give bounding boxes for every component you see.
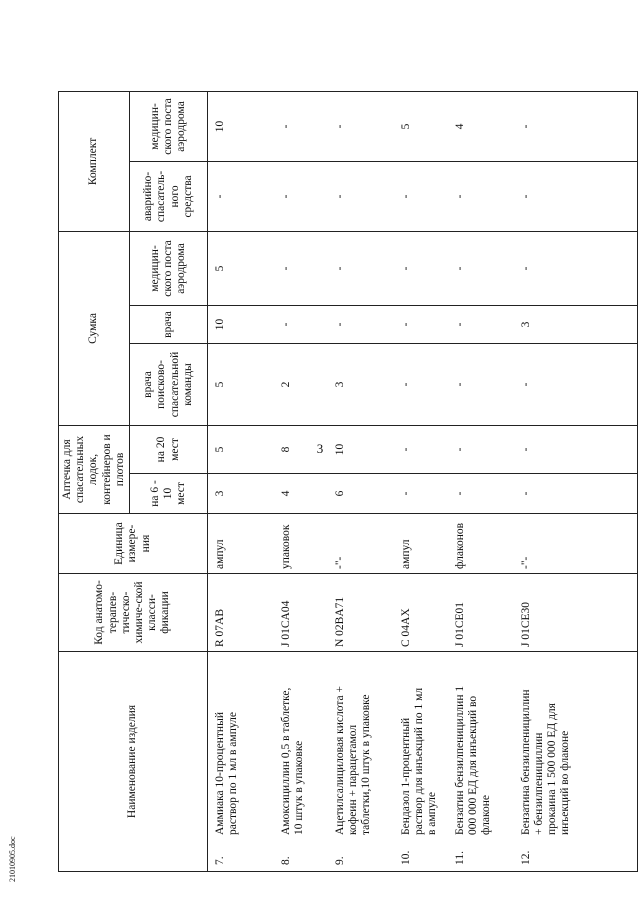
- set-medpost-cell: -: [514, 91, 638, 161]
- code-cell: C 04AX: [394, 574, 448, 652]
- set-emergency-cell: -: [328, 161, 394, 231]
- header-set-emergency: аварийно-спасатель-ного средства: [130, 161, 208, 231]
- name-cell: [274, 652, 328, 872]
- header-kit-6-10: на 6 - 10 мест: [130, 474, 208, 514]
- document-code: 21010905.doc: [8, 836, 17, 882]
- set-emergency-cell: -: [514, 161, 638, 231]
- kit-20-cell: 10: [328, 425, 394, 473]
- row-number: 8.: [279, 856, 292, 865]
- item-name: Ацетилсалициловая кислота + кофеин + парацетамол таблетки,10 штук в упаковке: [333, 686, 373, 835]
- set-emergency-cell: -: [448, 161, 514, 231]
- bag-medpost-cell: -: [274, 231, 328, 305]
- item-name: Бензатина бензилпенициллин + бензилпенициллин прокаина 1 500 000 ЕД для инъекций во флаконе: [519, 689, 572, 835]
- kit-20-cell: -: [448, 425, 514, 473]
- kit-20-cell: 5: [208, 425, 274, 473]
- table-row: [394, 31, 448, 871]
- kit-6-10-cell: 3: [208, 474, 274, 514]
- header-name: Наименование изделия: [59, 652, 208, 872]
- header-bag-group: Сумка: [59, 231, 130, 425]
- kit-20-cell: -: [394, 425, 448, 473]
- kit-6-10-cell: -: [514, 474, 638, 514]
- unit-cell: ампул: [208, 514, 274, 574]
- header-bag-medpost: медицин-ского поста аэродрома: [130, 231, 208, 305]
- set-medpost-cell: 5: [394, 91, 448, 161]
- code-cell: J 01CE01: [448, 574, 514, 652]
- bag-rescue-cell: 3: [328, 343, 394, 425]
- row-number: 12.: [519, 850, 532, 865]
- header-code: Код анатомо-терапев-тическо-химиче-ской класси-фикации: [59, 574, 208, 652]
- kit-6-10-cell: 4: [274, 474, 328, 514]
- bag-doctor-cell: 10: [208, 305, 274, 343]
- page-number: 3: [316, 441, 324, 456]
- unit-cell: флаконов: [448, 514, 514, 574]
- unit-cell: ампул: [394, 514, 448, 574]
- set-medpost-cell: -: [328, 91, 394, 161]
- unit-cell: упаковок: [274, 514, 328, 574]
- bag-medpost-cell: -: [514, 231, 638, 305]
- kit-20-cell: 8: [274, 425, 328, 473]
- table-row: [448, 31, 514, 871]
- bag-doctor-cell: -: [274, 305, 328, 343]
- table-row: [514, 31, 638, 871]
- header-set-group: Комплект: [59, 91, 130, 231]
- name-cell: [328, 652, 394, 872]
- bag-rescue-cell: -: [448, 343, 514, 425]
- bag-medpost-cell: 5: [208, 231, 274, 305]
- code-cell: J 01CE30: [514, 574, 638, 652]
- bag-medpost-cell: -: [448, 231, 514, 305]
- kit-6-10-cell: -: [394, 474, 448, 514]
- bag-doctor-cell: -: [328, 305, 394, 343]
- name-cell: [394, 652, 448, 872]
- kit-20-cell: -: [514, 425, 638, 473]
- medical-kit-table: [58, 31, 638, 872]
- code-cell: J 01CA04: [274, 574, 328, 652]
- bag-rescue-cell: 2: [274, 343, 328, 425]
- set-medpost-cell: 10: [208, 91, 274, 161]
- header-unit: Единица измере-ния: [59, 514, 208, 574]
- bag-rescue-cell: -: [514, 343, 638, 425]
- row-number: 10.: [399, 850, 412, 865]
- header-kit-group: Аптечка для спасательных лодок, контейнеров и плотов: [59, 425, 130, 513]
- bag-doctor-cell: -: [448, 305, 514, 343]
- row-number: 7.: [214, 856, 227, 865]
- header-bag-doctor: врача: [130, 305, 208, 343]
- rotated-table-container: [58, 32, 638, 872]
- kit-6-10-cell: 6: [328, 474, 394, 514]
- row-number: 9.: [333, 856, 346, 865]
- bag-rescue-cell: -: [394, 343, 448, 425]
- table-body: [208, 31, 638, 871]
- header-kit-20: на 20 мест: [130, 425, 208, 473]
- unit-cell: -"-: [514, 514, 638, 574]
- set-emergency-cell: -: [394, 161, 448, 231]
- bag-medpost-cell: -: [328, 231, 394, 305]
- table-header: [59, 31, 208, 871]
- item-name: Бензатин бензилпенициллин 1 000 000 ЕД для инъекций во флаконе: [453, 685, 493, 835]
- item-name: Аммиака 10-процентный раствор по 1 мл в ампуле: [214, 712, 240, 835]
- bag-doctor-cell: 3: [514, 305, 638, 343]
- name-cell: [208, 652, 274, 872]
- table-row: [274, 31, 328, 871]
- kit-6-10-cell: -: [448, 474, 514, 514]
- set-medpost-cell: -: [274, 91, 328, 161]
- bag-doctor-cell: -: [394, 305, 448, 343]
- set-medpost-cell: 4: [448, 91, 514, 161]
- set-emergency-cell: -: [208, 161, 274, 231]
- row-number: 11.: [453, 851, 466, 865]
- table-row: [208, 31, 274, 871]
- item-name: Амоксициллин 0,5 в таблетке, 10 штук в упаковке: [279, 687, 305, 835]
- unit-cell: -"-: [328, 514, 394, 574]
- header-set-medpost: медицин-ского поста аэродрома: [130, 91, 208, 161]
- table-row: [328, 31, 394, 871]
- code-cell: N 02BA71: [328, 574, 394, 652]
- set-emergency-cell: -: [274, 161, 328, 231]
- code-cell: R 07AB: [208, 574, 274, 652]
- item-name: Бендазол 1-процентный раствор для инъекций по 1 мл в ампуле: [399, 687, 439, 835]
- name-cell: [448, 652, 514, 872]
- bag-medpost-cell: -: [394, 231, 448, 305]
- bag-rescue-cell: 5: [208, 343, 274, 425]
- header-bag-rescue: врача поисково-спасательной команды: [130, 343, 208, 425]
- name-cell: [514, 652, 638, 872]
